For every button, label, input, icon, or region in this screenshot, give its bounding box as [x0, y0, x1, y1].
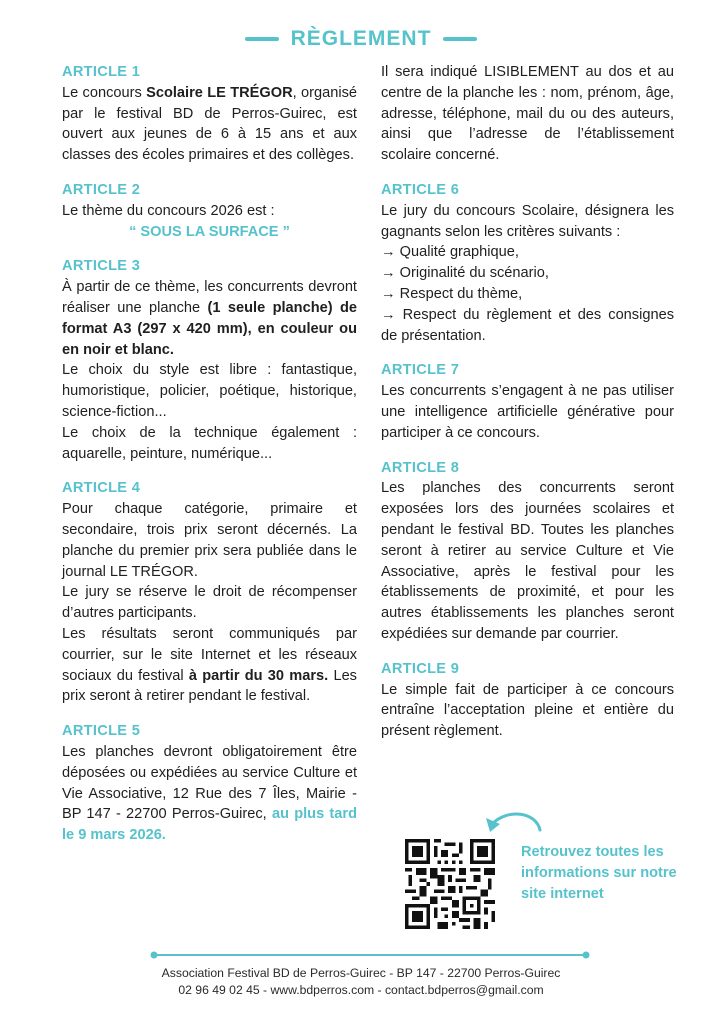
article-7 [381, 360, 674, 443]
article-4-text-part: Les prix seront à retirer pendant le festival. [62, 667, 357, 705]
left-column [62, 62, 357, 860]
title-left-bar [245, 37, 279, 41]
article-9 [381, 659, 674, 742]
article-4 [62, 478, 357, 707]
page-header [0, 24, 722, 54]
article-3-format: (1 seule planche) de format A3 (297 x 420 mm), en couleur ou en noir et blanc. [62, 299, 358, 358]
article-4-date: à partir du 30 mars. [188, 667, 329, 684]
page-title: RÈGLEMENT [290, 27, 432, 50]
article-5 [62, 721, 357, 846]
qr-code-icon[interactable] [405, 839, 495, 929]
article-7-text: Les concurrents s’engagent à ne pas utiliser une intelligence artificielle générative pour participer à ce concours. [381, 383, 674, 441]
article-4-text-part: Les résultats seront communiqués par courrier, sur le site Internet et les réseaux sociaux du festival [62, 625, 357, 684]
article-8-text: Les planches des concurrents seront exposées lors des journées scolaires et pendant le festival BD. Toutes les planches seront à retirer au service Culture et Vie Associative, après le festival pour les établissements de proximité, et pour les autres établissements les planches seront expédiées sur demande par courrier. [381, 480, 674, 642]
qr-section [400, 806, 690, 936]
article-1-text [62, 83, 357, 166]
article-2-heading: ARTICLE 2 [62, 181, 141, 198]
article-8 [381, 458, 674, 645]
article-2 [62, 180, 357, 242]
footer-address: Association Festival BD de Perros-Guirec - BP 147 - 22700 Perros-Guirec [161, 966, 561, 980]
article-4-results [62, 624, 357, 707]
article-2-theme: “ SOUS LA SURFACE ” [129, 223, 290, 240]
article-5-heading: ARTICLE 5 [62, 723, 141, 740]
article-3-technique: Le choix de la technique également : aquarelle, peinture, numérique... [62, 424, 357, 462]
article-9-heading: ARTICLE 9 [381, 660, 460, 677]
article-3-text [62, 277, 357, 360]
curved-arrow-icon [478, 806, 544, 842]
article-8-heading: ARTICLE 8 [381, 459, 460, 476]
article-4-prizes: Pour chaque catégorie, primaire et secondaire, trois prix seront décernés. La planche du premier prix sera publiée dans le journal LE TRÉGOR. [62, 501, 357, 580]
article-5-text [62, 742, 357, 846]
article-1-contest-name: Scolaire LE TRÉGOR [146, 84, 293, 101]
footer [0, 965, 722, 999]
article-1-heading: ARTICLE 1 [62, 64, 141, 80]
article-5-labeling: Il sera indiqué LISIBLEMENT au dos et au centre de la planche les : nom, prénom, âge, adresse, téléphone, mail du ou des auteurs, ainsi que l’adresse de l’établissement scolaire concerné. [381, 64, 674, 164]
article-9-text: Le simple fait de participer à ce concours entraîne l’acceptation pleine et entière du présent règlement. [381, 681, 674, 740]
article-4-heading: ARTICLE 4 [62, 480, 141, 497]
article-1-text-part: , organisé par le festival BD de Perros-Guirec, est ouvert aux jeunes de 6 à 15 ans et aux classes des écoles primaires et des collèges. [62, 84, 358, 164]
right-column [381, 62, 674, 756]
title-right-bar [443, 37, 477, 41]
article-1 [62, 62, 357, 166]
criteria-item: → Respect du thème, [381, 285, 523, 302]
article-2-text: Le thème du concours 2026 est : [62, 202, 275, 219]
criteria-item: → Respect du règlement et des consignes de présentation. [381, 306, 674, 344]
article-6-heading: ARTICLE 6 [381, 181, 460, 198]
article-3-heading: ARTICLE 3 [62, 258, 141, 275]
criteria-item: → Qualité graphique, [381, 244, 519, 261]
article-3 [62, 256, 357, 464]
article-6 [381, 180, 674, 346]
article-4-jury: Le jury se réserve le droit de récompenser d’autres participants. [62, 584, 357, 622]
article-1-text-part: Le concours [62, 84, 147, 101]
footer-divider [150, 951, 590, 959]
article-3-style: Le choix du style est libre : fantastique, humoristique, policier, poétique, historique, science-fiction... [62, 362, 357, 420]
footer-contact: 02 96 49 02 45 - www.bdperros.com - contact.bdperros@gmail.com [178, 983, 544, 997]
criteria-item: → Originalité du scénario, [381, 265, 549, 282]
article-5-deadline: au plus tard le 9 mars 2026. [62, 806, 357, 844]
article-5-continued [381, 62, 674, 166]
article-3-text-part: À partir de ce thème, les concurrents devront réaliser une planche [62, 279, 357, 316]
article-7-heading: ARTICLE 7 [381, 362, 460, 379]
qr-caption: Retrouvez toutes les informations sur notre site internet [521, 844, 677, 902]
article-5-text-part: Les planches devront obligatoirement être déposées ou expédiées au service Culture et Vie Associative, 12 Rue des 7 Îles, Mairie - BP 147 - 22700 Perros-Guirec, [62, 743, 357, 823]
article-6-text: Le jury du concours Scolaire, désignera les gagnants selon les critères suivants : [381, 202, 674, 240]
